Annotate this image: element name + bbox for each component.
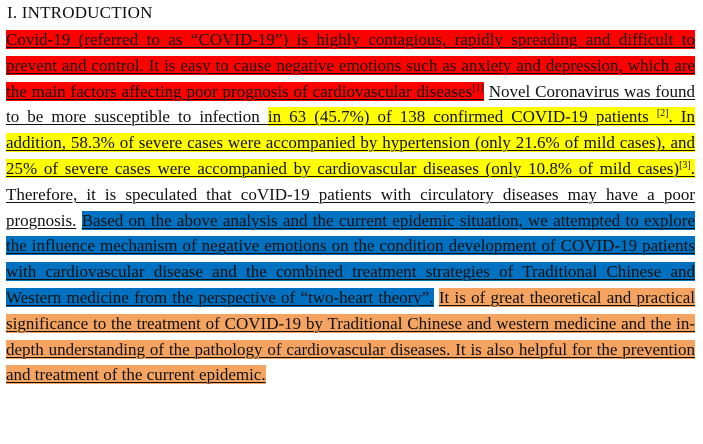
plain-segment-therefore: Therefore, it is speculated that coVID-19 patients with circulatory diseases may have a poor prognosis. [6, 184, 695, 230]
highlight-orange-segment: It is of great theoretical and practical significance to the treatment of COVID-19 by Traditional Chinese and western medicine and the in-depth understanding of the pathology of cardiovascular diseases. It is also helpful for the prevention and treatment of the current epidemic. [6, 287, 695, 385]
introduction-paragraph [6, 27, 695, 388]
citation-1: [1] [472, 82, 484, 94]
citation-3: [3] [679, 159, 691, 171]
yellow-segment-text-2: . In addition, 58.3% of severe cases were accompanied by hypertension (only 21.6% of mild cases), and 25% of severe cases were accompanied by cardiovascular diseases (only 10.8% of mild cases) [6, 107, 695, 178]
citation-2: [2] [656, 108, 669, 120]
plain-segment-novel-coronavirus: Novel Coronavirus was found to be more susceptible to infection [6, 81, 695, 127]
highlight-blue-segment: Based on the above analysis and the current epidemic situation, we attempted to explore the influence mechanism of negative emotions on the condition development of COVID-19 patients with cardiovascular disease and the combined treatment strategies of Traditional Chinese and Western medicine from the perspective of “two-heart theory”. [6, 210, 695, 307]
red-segment-text: Covid-19 (referred to as “COVID-19”) is highly contagious, rapidly spreading and difficult to prevent and control. It is easy to cause negative emotions such as anxiety and depression, which are the main factors affecting poor prognosis of cardiovascular diseases [6, 30, 695, 101]
yellow-segment-text-3: . [690, 158, 695, 178]
yellow-segment-text: in 63 (45.7%) of 138 confirmed COVID-19 patients [267, 107, 657, 127]
section-heading: I. INTRODUCTION [7, 3, 153, 22]
